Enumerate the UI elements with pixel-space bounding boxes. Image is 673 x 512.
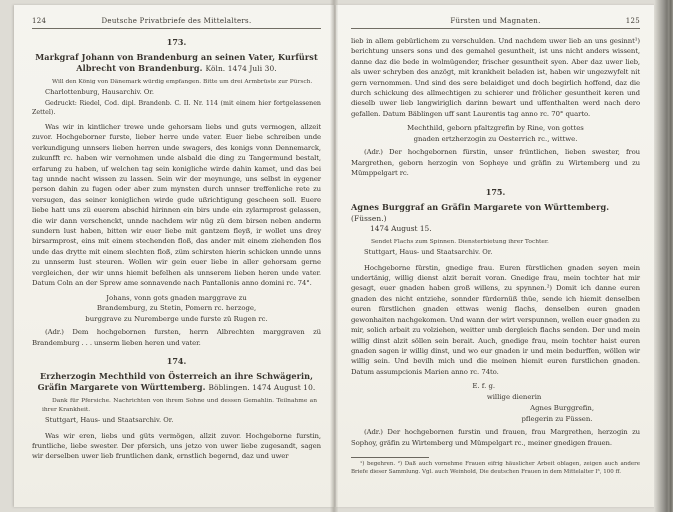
letter-174-body-end: lieb in allem gebürlichem zu verschulden. Und nachdem uwer lieb an uns gesinnt¹) berichtung unsers sons und des gemahel gesuntheit, ist uns nicht anders wissent, danne daz die bede in wolmügender, frischer gesuntheit syen. Aber daz uwer lieb, als uwer schryben des anzögt, mit krankheit beladen ist, haben wir ungezwyfelt nit gern vernommen. Und sind des sere belaidiget und doch begirlich hoffend, daz die durch schickung des allmechtigen zu schierer und frölicher gesuntheit keren und dieselb uwer lieb langwiriglich darinn bewart und uffenthalten werd nach dero gefallen. Datum Bäblingen uff sant Laurentis tag anno rc. 70° quarto. — [351, 37, 640, 118]
letter-174-title: Erzherzogin Mechthild von Österreich an ihre Schwägerin, Gräfin Margarete von Württemberg. — [37, 371, 314, 393]
page-number-right: 125 — [625, 17, 640, 25]
letter-175-heading — [351, 202, 640, 224]
letter-175-source: Stuttgart, Haus- und Staatsarchiv. Or. — [364, 248, 493, 257]
section-number-173: 173. — [166, 37, 187, 47]
letter-175-regest: Sendet Flachs zum Spinnen. Diensterbietung ihrer Tochter. — [371, 238, 549, 245]
letter-173-source: Charlottenburg, Hausarchiv. Or. — [45, 88, 154, 97]
page-right — [336, 5, 655, 507]
letter-174-regest: Dank für Pfersiche. Nachrichten von ihrem Sohne und dessen Gemahlin. Teilnahme an ihrer Krankheit. — [42, 398, 317, 413]
signature-line: gnaden ertzherzogin zu Oesterrich rc., wittwe. — [413, 134, 578, 143]
letter-173-regest: Will den König von Dänemark würdig empfangen. Bitte um drei Armbrüste zur Pürsch. — [52, 79, 313, 85]
page-gutter-shadow — [330, 0, 338, 512]
signature-line: Brandemburg, zu Stetin, Pomern rc. herzoge, — [96, 304, 257, 313]
letter-175-body: Hochgeborne fürstin, gnedige frau. Euren fürstlichen gnaden seyen mein undertänig, willig dienst alzit berait voran. Gnedige frau, mein tochter hat mir gesagt, euer gnaden haben groß willens, zu spynnen.²) Domit ich danne euren gnaden des nicht entziehe, sonnder fürdernüß thüe, sende ich hiemit denselben euren fürstlichen gnaden ettwas wenig flachs, denselben euren gnaden gewonhaiten nachgekomen. Und wann der wirt verspunnen, wellen euer gnaden zu mir, solich arbait zu volziehen, weitter umb dergleich flachs senden. Der und mein willig dinst alzit söllen sein berait. Auch, gnedige frau, mein tochter haist euren gnaden sagen ir willig dinst, und wo eur gnaden ir und mein bedurffen, wöllen wir willig sein. Und bevilh mich und die meinen hiemit euren furstlichen gnaden. Datum assumpcionis Marien anno rc. 74to. — [351, 263, 640, 376]
signature-line: Mechthild, geborn pfaltzgrefin by Rine, von gottes — [407, 124, 584, 133]
letter-174-source: Stuttgart, Haus- und Staatsarchiv. Or. — [45, 415, 174, 424]
closing-line: willige dienerin — [486, 392, 542, 401]
signature-line: burggrave zu Nuremberge unde furste zü Rugen rc. — [85, 314, 268, 323]
letter-173-signature — [32, 293, 321, 325]
letter-173-printed-note: Gedruckt: Riedel, Cod. dipl. Brandenb. C. II. Nr. 114 (mit einem hier fortgelassenen Zettel). — [32, 100, 321, 116]
page-number-left: 124 — [32, 17, 47, 25]
running-title-left: Deutsche Privatbriefe des Mittelalters. — [101, 17, 252, 25]
letter-173-address: (Adr.) Dem hochgebornen fursten, herrn Albrechten marggraven zü Brandemburg . . . unserm lieben heren und vater. — [32, 328, 321, 347]
closing-line: E. f. g. — [472, 382, 496, 391]
letter-175-address: (Adr.) Der hochgebornen furstin und frauen, frau Margrethen, herzogin zu Sophoy, gräfin zu Wirtemberg und Mümpelgart rc., meiner gnedigen frauen. — [351, 428, 640, 447]
letter-174-body-begin: Was wir eren, liebs und güts vermögen, allzit zuvor. Hochgeborne furstin, fruntliche, liebe swester. Der pfersich, uns jetzo von uwer liebe zugesandt, sagen wir derselben uwer lieb fruntlichen dank, ernstlich begernd, daz und uwer — [32, 431, 321, 461]
page-edge-band — [654, 0, 673, 512]
signature-line: Johans, vonn gots gnaden marggrave zu — [106, 293, 247, 302]
letter-175-date: 1474 August 15. — [370, 223, 432, 233]
footnote-rule — [351, 457, 429, 458]
letter-173-body: Was wir in kintlicher trewe unde gehorsam liebs und guts vermogen, allzeit zuvor. Hochgeborner furste, lieber herre unde vater. Euer liebe schreiben unde verkundigung unnsers lieben herren unde swagers, des konigs vonn Dennemarck, zukunfft rc. haben wir vernohmen unde alsbald die ding zu Tangermund bestalt, erfarung zu haben, uf welchen tag sein konigliche wirde dahin kamet, und das bei tag unnde nacht wissen zu lassen. Sein wir der meynunge, uns selbst in eygener person dahin zu fugen oder aber zum mynsten durch unnser treffenliche rete zu versugen, das seiner koniglichen wirde gude ußrichtigung gescheen soll. Euere liebe hatt uns zü euerem abschid hirinnen ein birs unde ein zylarmprost gelassen, die wir dann verschenckt, unnde nachdem wir nüg zü dem birsen neben anderm sundern lust haben, bitten wir euer liebe mit gantzem fleyß, ir wollet uns drey birsarmprost, eins mit einem stechenden floß, das ander mit einem ziehenden flos unde das drytte mit einem slechten floß, züm schirsten hierin schicken unnde unns zu unnserm lust steuren. Wollen wir gein euer liebe in aller gehorsam gerne vergleichen, der wir unns hiemit befelhen als unnserem lieben heren unde vater. Datum Coln an der Sprew ame sonnavende nach Pantallonis anno domini rc. 74°. — [32, 123, 321, 288]
footnote-text: ¹) begehren. ²) Daß auch vornehme Frauen eifrig häuslicher Arbeit oblagen, zeigen auch andere Briefe dieser Sammlung. Vgl. auch Weinhold, Die deutschen Frauen in dem Mittelalter I³, 100 ff. — [351, 461, 640, 475]
letter-174-address: (Adr.) Der hochgebornen fürstin, unser früntlichen, lieben swester, frou Margrethen, geborn herzogin von Sopheye und gräfin zu Wirtemberg und zu Mümppelgart rc. — [351, 148, 640, 178]
running-header-right — [351, 17, 640, 29]
page-left — [14, 5, 334, 507]
section-number-175: 175. — [485, 186, 506, 197]
section-number-174: 174. — [166, 356, 187, 367]
letter-173-place-date: Köln. 1474 Juli 30. — [205, 64, 277, 73]
letter-174-heading — [32, 371, 321, 393]
letter-174-signature — [351, 123, 640, 144]
letter-175-place: (Füssen.) — [351, 213, 387, 223]
running-title-right: Fürsten und Magnaten. — [450, 17, 541, 25]
closing-line: Agnes Burggrefin, — [530, 403, 595, 412]
letter-173-title: Markgraf Johann von Brandenburg an seinen Vater, Kurfürst Albrecht von Brandenburg. — [35, 52, 318, 73]
letter-173-heading — [32, 52, 321, 74]
letter-175-closing — [351, 381, 640, 424]
letter-174-place-date: Böblingen. 1474 August 10. — [208, 383, 316, 393]
running-header-left — [32, 17, 321, 29]
letter-175-title: Agnes Burggraf an Gräfin Margarete von Württemberg. — [351, 201, 610, 212]
closing-line: pflegerin zu Füssen. — [521, 414, 593, 423]
